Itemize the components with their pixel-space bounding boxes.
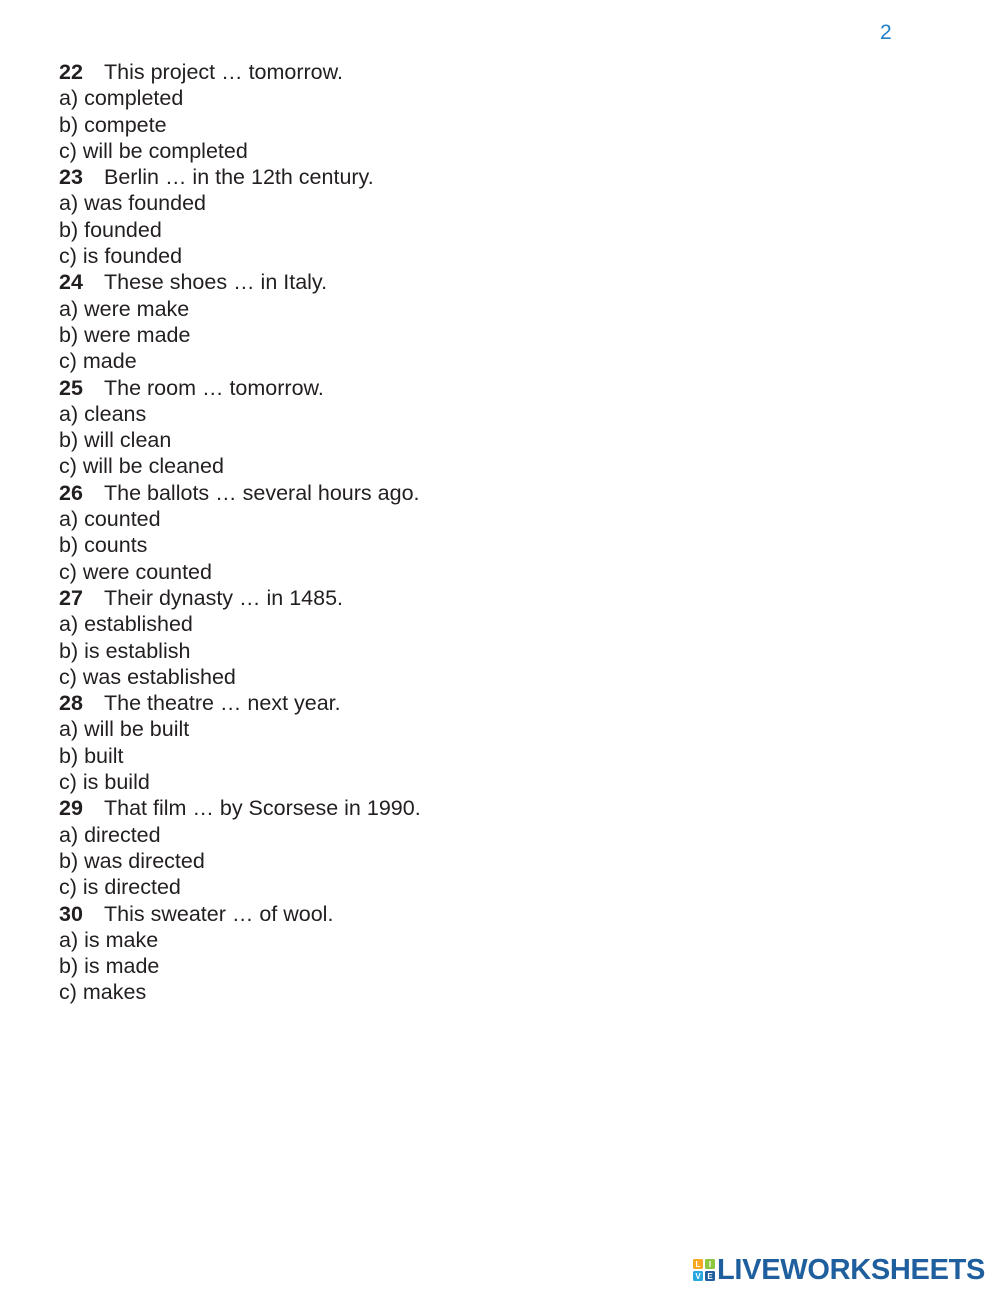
question-text: Berlin … in the 12th century. (104, 165, 374, 190)
question-number: 24 (59, 270, 83, 295)
question-text: That film … by Scorsese in 1990. (104, 796, 421, 821)
answer-option[interactable]: c) was established (59, 664, 236, 689)
question-number: 30 (59, 901, 83, 926)
question-number: 29 (59, 796, 83, 821)
answer-option[interactable]: b) will clean (59, 428, 172, 453)
logo-letter: V (695, 1272, 701, 1281)
question-number: 23 (59, 165, 83, 190)
question (59, 585, 659, 690)
answer-option[interactable]: c) is directed (59, 875, 181, 900)
answer-option[interactable]: c) is build (59, 770, 150, 795)
question (59, 901, 659, 1006)
question-text: The theatre … next year. (104, 691, 341, 716)
question-stem (59, 690, 659, 716)
answer-option[interactable]: a) cleans (59, 401, 147, 426)
question-number: 26 (59, 480, 83, 505)
brand-name: LIVEWORKSHEETS (717, 1254, 986, 1286)
answer-option[interactable]: b) is establish (59, 638, 191, 663)
logo-letter: E (707, 1272, 713, 1281)
answer-option[interactable]: a) directed (59, 822, 161, 847)
question-stem (59, 480, 659, 506)
answer-option[interactable]: c) is founded (59, 244, 183, 269)
question-stem (59, 164, 659, 190)
answer-option[interactable]: b) compete (59, 112, 167, 137)
question (59, 690, 659, 795)
answer-option[interactable]: a) will be built (59, 717, 190, 742)
question-number: 27 (59, 585, 83, 610)
question-text: This project … tomorrow. (104, 60, 343, 84)
question-stem (59, 585, 659, 611)
question-stem (59, 901, 659, 927)
question-number: 25 (59, 375, 83, 400)
answer-option[interactable]: b) built (59, 743, 124, 768)
question-list (59, 59, 659, 1006)
answer-option[interactable]: a) completed (59, 86, 184, 111)
page-number: 2 (880, 21, 892, 44)
answer-option[interactable]: a) established (59, 612, 193, 637)
answer-option[interactable]: b) is made (59, 954, 160, 979)
question-number: 22 (59, 60, 83, 84)
question-text: This sweater … of wool. (104, 901, 334, 926)
liveworksheets-brand[interactable] (693, 1255, 985, 1285)
question-stem (59, 375, 659, 401)
question-stem (59, 269, 659, 295)
question-number: 28 (59, 691, 83, 716)
question-text: These shoes … in Italy. (104, 270, 328, 295)
question (59, 375, 659, 480)
answer-option[interactable]: c) will be cleaned (59, 454, 224, 479)
question-stem (59, 795, 659, 821)
answer-option[interactable]: a) was founded (59, 191, 207, 216)
logo-letter: L (695, 1260, 701, 1270)
answer-option[interactable]: b) was directed (59, 848, 205, 873)
answer-option[interactable]: b) were made (59, 322, 191, 347)
answer-option[interactable]: b) founded (59, 217, 162, 242)
question (59, 164, 659, 269)
answer-option[interactable]: b) counts (59, 533, 148, 558)
question-stem (59, 59, 659, 85)
question-text: Their dynasty … in 1485. (104, 585, 344, 610)
question (59, 59, 659, 164)
logo-letter: I (708, 1260, 712, 1270)
answer-option[interactable]: a) counted (59, 507, 161, 532)
liveworksheets-logo-icon (693, 1259, 715, 1281)
question (59, 795, 659, 900)
answer-option[interactable]: c) made (59, 349, 137, 374)
answer-option[interactable]: a) were make (59, 296, 190, 321)
question-text: The ballots … several hours ago. (104, 480, 420, 505)
question-text: The room … tomorrow. (104, 375, 324, 400)
answer-option[interactable]: a) is make (59, 927, 159, 952)
answer-option[interactable]: c) makes (59, 980, 147, 1005)
question (59, 269, 659, 374)
answer-option[interactable]: c) will be completed (59, 138, 248, 163)
question (59, 480, 659, 585)
answer-option[interactable]: c) were counted (59, 559, 212, 584)
